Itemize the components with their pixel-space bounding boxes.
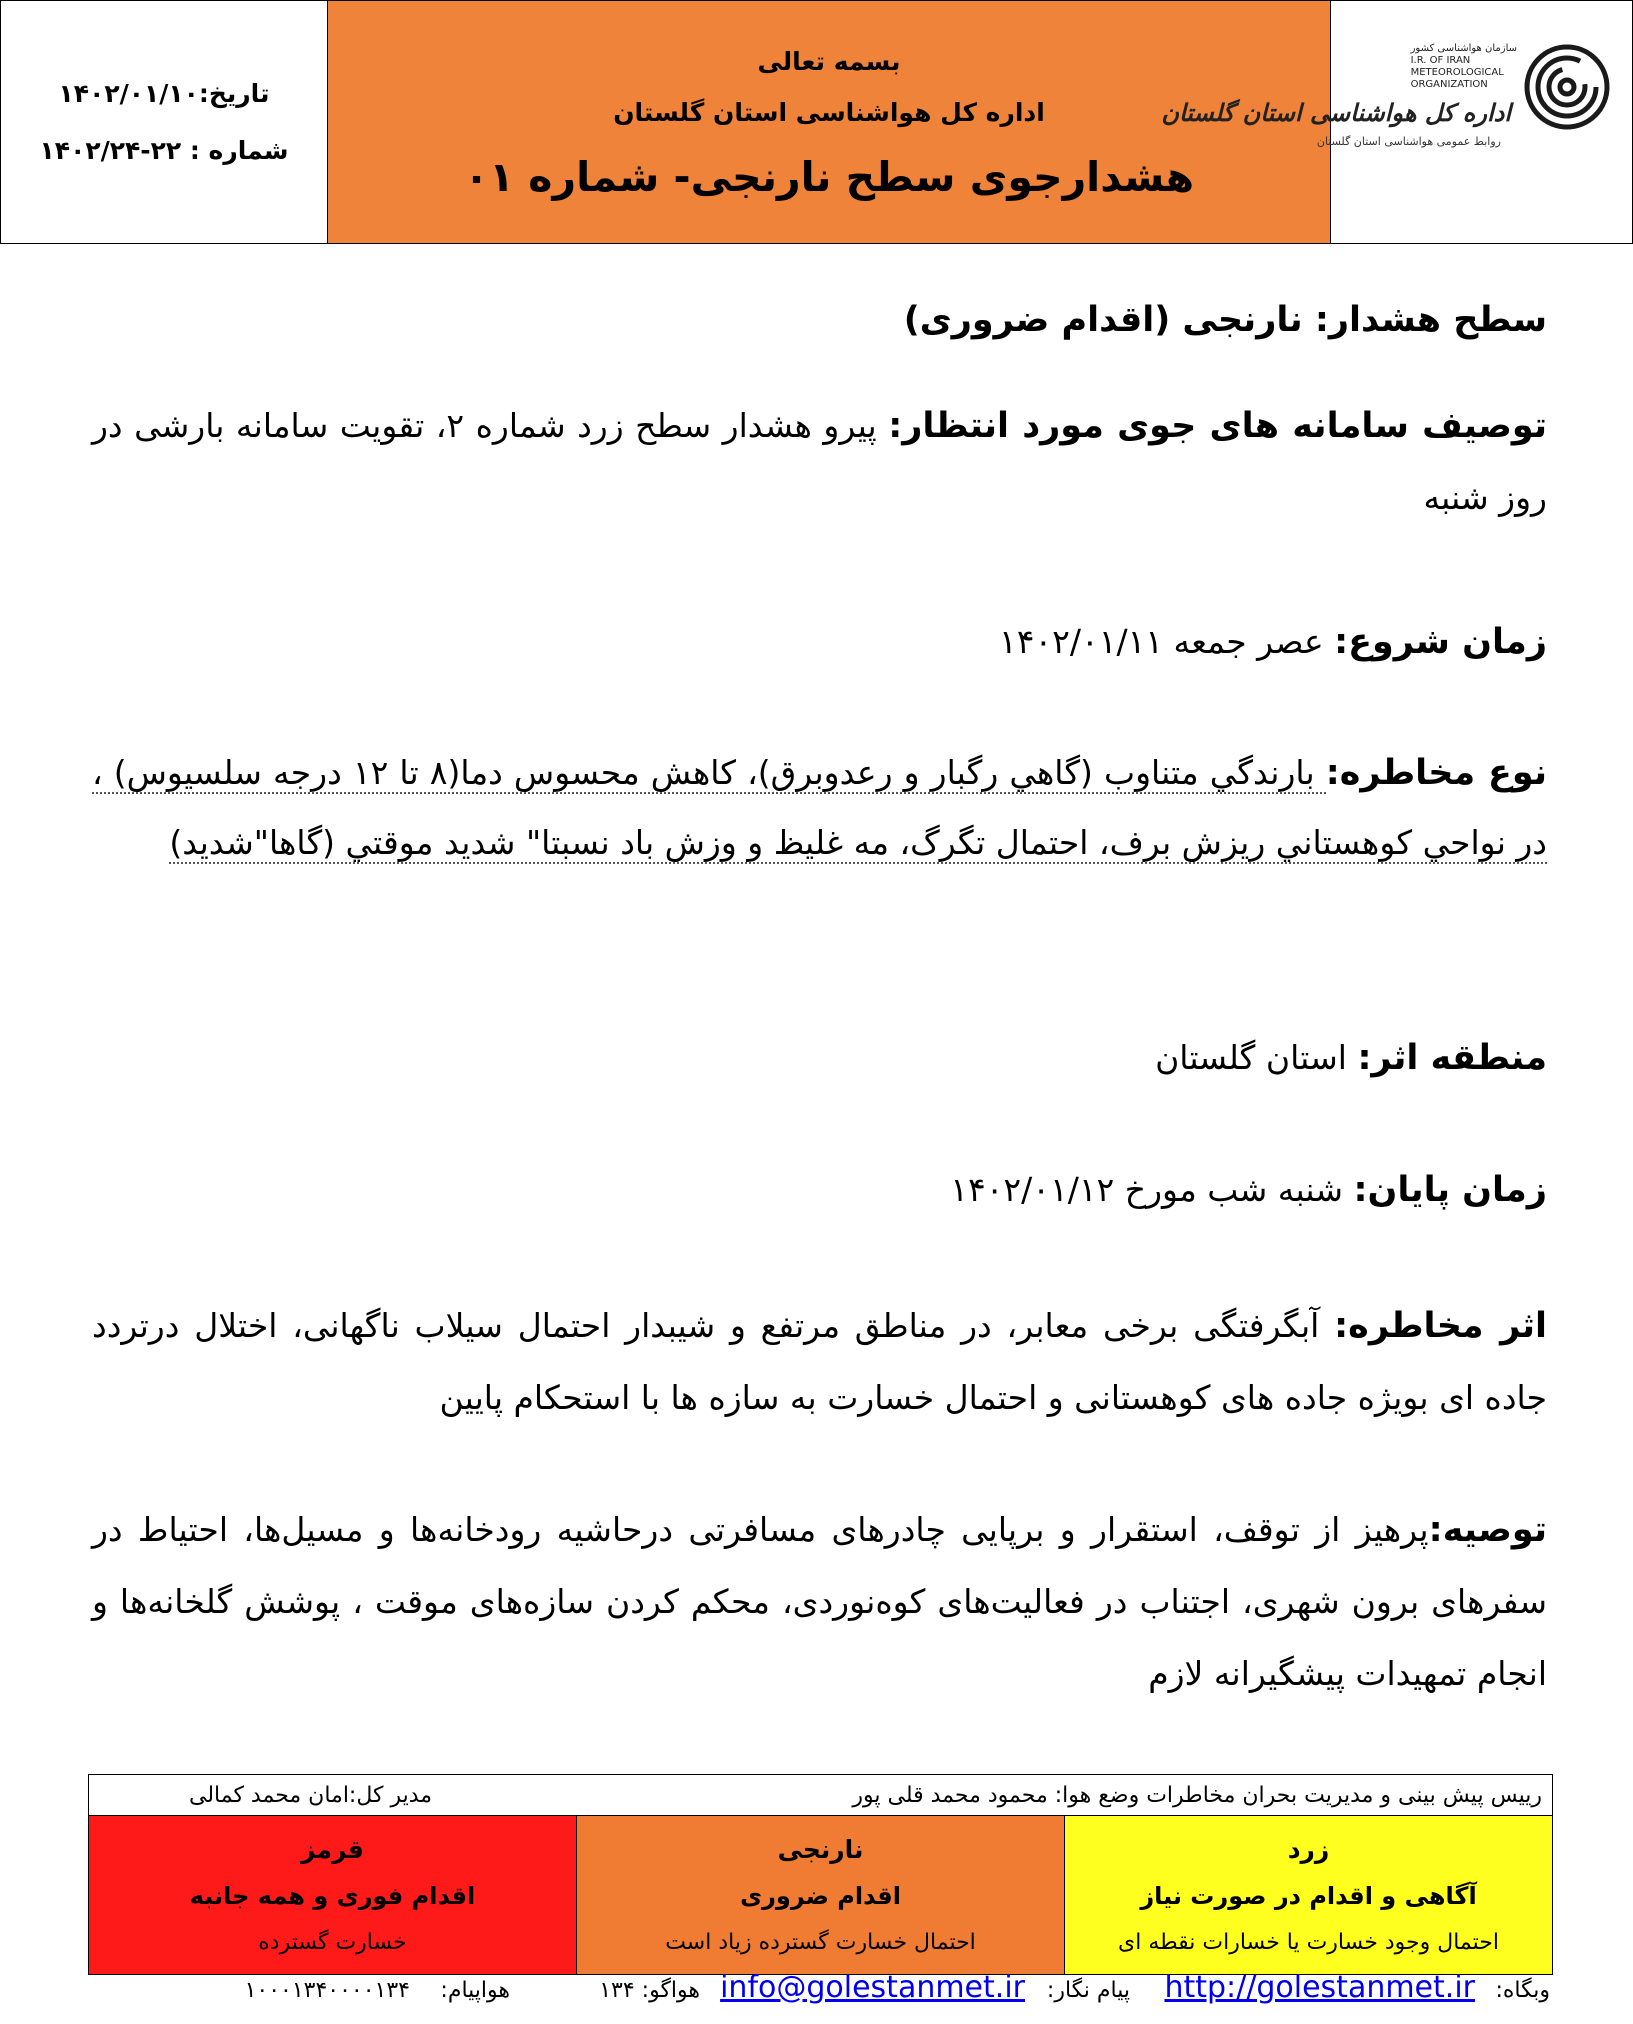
start-time: [92, 612, 1547, 672]
recommendation: [92, 1494, 1547, 1710]
start-time-text: عصر جمعه ۱۴۰۲/۰۱/۱۱: [999, 622, 1335, 661]
level-subtitle: اقدام ضروری: [740, 1882, 901, 1910]
header-logo-box: [1161, 0, 1633, 244]
level-description: خسارت گسترده: [258, 1930, 407, 1955]
logo-org-text: سازمان هواشناسی کشور I.R. OF IRAN METEOROLOGICAL ORGANIZATION: [1410, 43, 1517, 90]
end-time: [92, 1160, 1547, 1220]
forecast-chief: رییس پیش بینی و مدیریت بحران مخاطرات وضع هوا: محمود محمد قلی پور: [852, 1782, 1542, 1808]
office-name: اداره کل هواشناسی استان گلستان: [613, 98, 1045, 127]
hazard-type-label: نوع مخاطره:: [1325, 753, 1547, 793]
level-description: احتمال خسارت گسترده زیاد است: [665, 1930, 976, 1955]
sms-number: ۱۰۰۰۱۳۴۰۰۰۰۱۳۴: [244, 1978, 410, 2003]
warning-level-label: سطح هشدار:: [1314, 300, 1547, 340]
level-title: نارنجی: [777, 1835, 864, 1864]
logo-subtitle: روابط عمومی هواشناسی استان گلستان: [1316, 135, 1501, 148]
website-link[interactable]: http://golestanmet.ir: [1164, 1970, 1475, 2005]
hazard-effect-text: آبگرفتگی برخی معابر، در مناطق مرتفع و شیبدار احتمال سیلاب ناگهانی، اختلال درتردد جاده ای بویژه جاده های کوهستانی و احتمال خسارت به سازه ها با استحکام پایین: [92, 1306, 1547, 1417]
hazard-type: [92, 738, 1547, 878]
warning-levels-legend: [89, 1815, 1552, 1974]
basmala: بسمه تعالی: [757, 47, 901, 76]
level-yellow: [1065, 1816, 1552, 1974]
description-text: پیرو هشدار سطح زرد شماره ۲، تقویت سامانه بارشی در روز شنبه: [92, 406, 1547, 517]
end-time-text: شنبه شب مورخ ۱۴۰۲/۰۱/۱۲: [950, 1170, 1354, 1209]
description-label: توصیف سامانه های جوی مورد انتظار:: [888, 406, 1547, 446]
level-description: احتمال وجود خسارت یا خسارات نقطه ای: [1118, 1930, 1499, 1955]
hazard-effect: [92, 1290, 1547, 1434]
hazard-effect-label: اثر مخاطره:: [1334, 1306, 1547, 1346]
level-title: زرد: [1287, 1835, 1330, 1864]
recommendation-text: پرهیز از توقف، استقرار و برپایی چادرهای مسافرتی درحاشیه رودخانه‌ها و مسیل‌ها، احتیاط در سفرهای برون شهری، اجتناب در فعالیت‌های کوه‌نوردی، محکم کردن سازه‌های موقت ، پوشش گلخانه‌ها و انجام تمهیدات پیشگیرانه لازم: [92, 1510, 1547, 1693]
level-subtitle: اقدام فوری و همه جانبه: [189, 1882, 476, 1910]
warning-level-value: نارنجی (اقدام ضروری): [903, 300, 1315, 340]
website-label: وبگاه:: [1495, 1978, 1550, 2003]
number-label: شماره : ۲۲-۱۴۰۲/۲۴: [39, 136, 289, 165]
affected-area-label: منطقه اثر:: [1357, 1038, 1547, 1078]
general-director: مدیر کل:امان محمد کمالی: [189, 1782, 433, 1808]
system-description: [92, 390, 1547, 534]
sms-label: هواپیام:: [440, 1978, 510, 2003]
affected-area-text: استان گلستان: [1155, 1038, 1358, 1077]
end-time-label: زمان پایان:: [1353, 1170, 1547, 1210]
affected-area: [92, 1028, 1547, 1088]
contact-bar: [150, 1966, 1550, 2016]
page-title: هشدارجوی سطح نارنجی- شماره ۰۱: [463, 153, 1195, 201]
footer-signatures: [89, 1775, 1552, 1815]
level-subtitle: آگاهی و اقدام در صورت نیاز: [1140, 1882, 1477, 1910]
start-time-label: زمان شروع:: [1334, 622, 1547, 662]
spiral-logo-icon: [1521, 41, 1613, 133]
level-title: قرمز: [301, 1835, 364, 1864]
email-link[interactable]: info@golestanmet.ir: [720, 1970, 1025, 2005]
footer-table: [88, 1774, 1553, 1975]
hazard-type-text: بارندگي متناوب (گاهي رگبار و رعدوبرق)، کاهش محسوس دما(۸ تا ۱۲ درجه سلسيوس) ، در نواحي کوهستاني ريزش برف، احتمال تگرگ، مه غليظ و وزش باد نسبتا" شديد موقتي (گاها"شديد): [92, 753, 1547, 862]
organization-logo: [1161, 37, 1621, 167]
level-orange: [577, 1816, 1065, 1974]
header: [0, 0, 1633, 244]
recommendation-label: توصیه:: [1428, 1510, 1547, 1550]
logo-name: اداره کل هواشناسی استان گلستان: [1161, 99, 1511, 127]
date-label: تاریخ:۱۴۰۲/۰۱/۱۰: [58, 79, 270, 108]
warning-level: [92, 290, 1547, 350]
level-red: [89, 1816, 577, 1974]
email-label: پیام نگار:: [1046, 1978, 1130, 2003]
phone-label: هواگو: ۱۳۴: [599, 1978, 700, 2003]
header-date-box: [0, 0, 327, 244]
